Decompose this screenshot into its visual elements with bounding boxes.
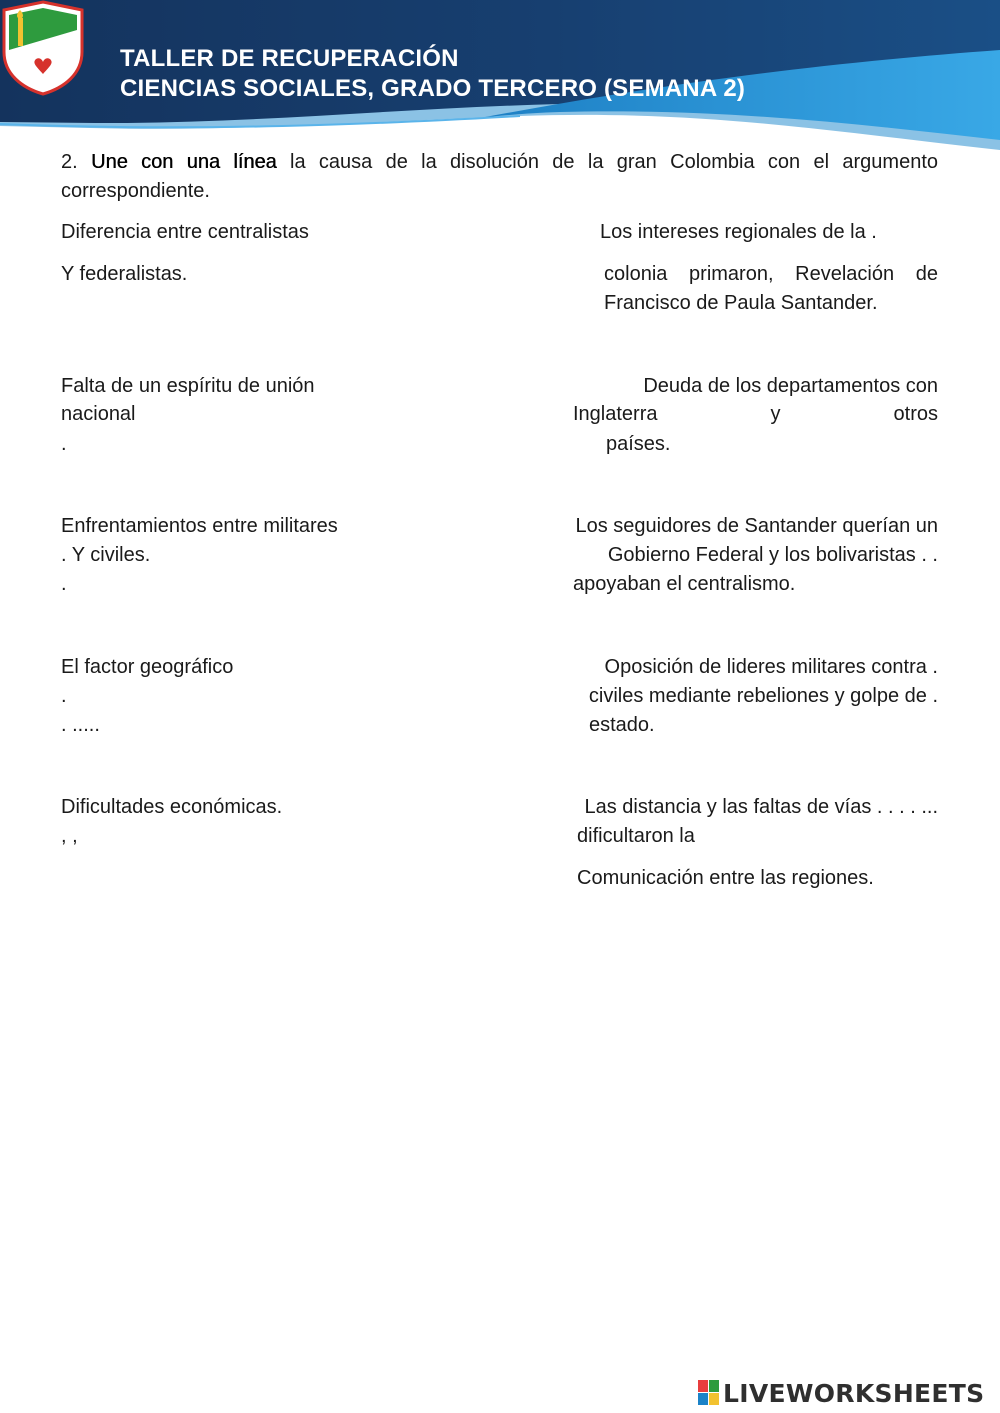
argument-3-line-1: Los seguidores de Santander querían un — [575, 515, 938, 537]
liveworksheets-watermark — [698, 1376, 984, 1410]
argument-3-line-3: apoyaban el centralismo. — [573, 573, 796, 595]
cause-1-line-2: Y federalistas. — [61, 263, 188, 285]
worksheet-title: TALLER DE RECUPERACIÓN — [120, 45, 459, 72]
cause-5-line-2: , , — [61, 825, 78, 847]
liveworksheets-brand-text: LIVEWORKSHEETS — [723, 1378, 985, 1408]
cause-3-line-1: Enfrentamientos entre militares — [61, 515, 338, 537]
cause-4-line-1: El factor geográfico — [61, 656, 234, 678]
liveworksheets-logo-icon — [698, 1380, 720, 1406]
argument-1-line-2: colonia primaron, Revelación de — [604, 263, 938, 285]
argument-1-line-1: Los intereses regionales de la . — [600, 221, 877, 243]
instruction-bold-phrase: Une con una línea — [91, 151, 277, 173]
cause-3-line-3: . — [61, 573, 67, 595]
instruction-line-2: correspondiente. — [61, 180, 210, 202]
argument-2-line-2: Inglaterra y otros — [573, 403, 938, 425]
argument-1-line-3: Francisco de Paula Santander. — [604, 292, 878, 314]
instruction-text: la causa de la disolución de la gran Colombia con el argumento — [290, 151, 939, 173]
cause-5-line-1: Dificultades económicas. — [61, 796, 283, 818]
worksheet-subtitle: CIENCIAS SOCIALES, GRADO TERCERO (SEMANA 2) — [120, 75, 746, 102]
argument-5-line-3: Comunicación entre las regiones. — [577, 867, 874, 889]
cause-3-line-2: . Y civiles. — [61, 544, 151, 566]
argument-2-line-1: Deuda de los departamentos con — [643, 375, 938, 397]
cause-2-line-3: . — [61, 433, 67, 455]
argument-5-line-1: Las distancia y las faltas de vías . . . . ... — [584, 796, 938, 818]
cause-2-line-1: Falta de un espíritu de unión — [61, 375, 315, 397]
cause-4-line-2: . — [61, 685, 67, 707]
argument-5-line-2: dificultaron la — [577, 825, 695, 847]
argument-3-line-2: Gobierno Federal y los bolivaristas . . — [607, 544, 938, 566]
cause-4-line-3: . ..... — [61, 714, 100, 736]
instruction — [61, 148, 938, 206]
argument-2-line-3: países. — [606, 433, 671, 455]
exercise-number: 2. — [61, 151, 78, 173]
argument-4-line-3: estado. — [589, 714, 655, 736]
cause-2-line-2: nacional — [61, 403, 136, 425]
instruction-line-1 — [61, 148, 938, 177]
argument-4-line-2: civiles mediante rebeliones y golpe de . — [588, 685, 938, 707]
cause-1-line-1: Diferencia entre centralistas — [61, 221, 309, 243]
argument-4-line-1: Oposición de lideres militares contra . — [604, 656, 938, 678]
